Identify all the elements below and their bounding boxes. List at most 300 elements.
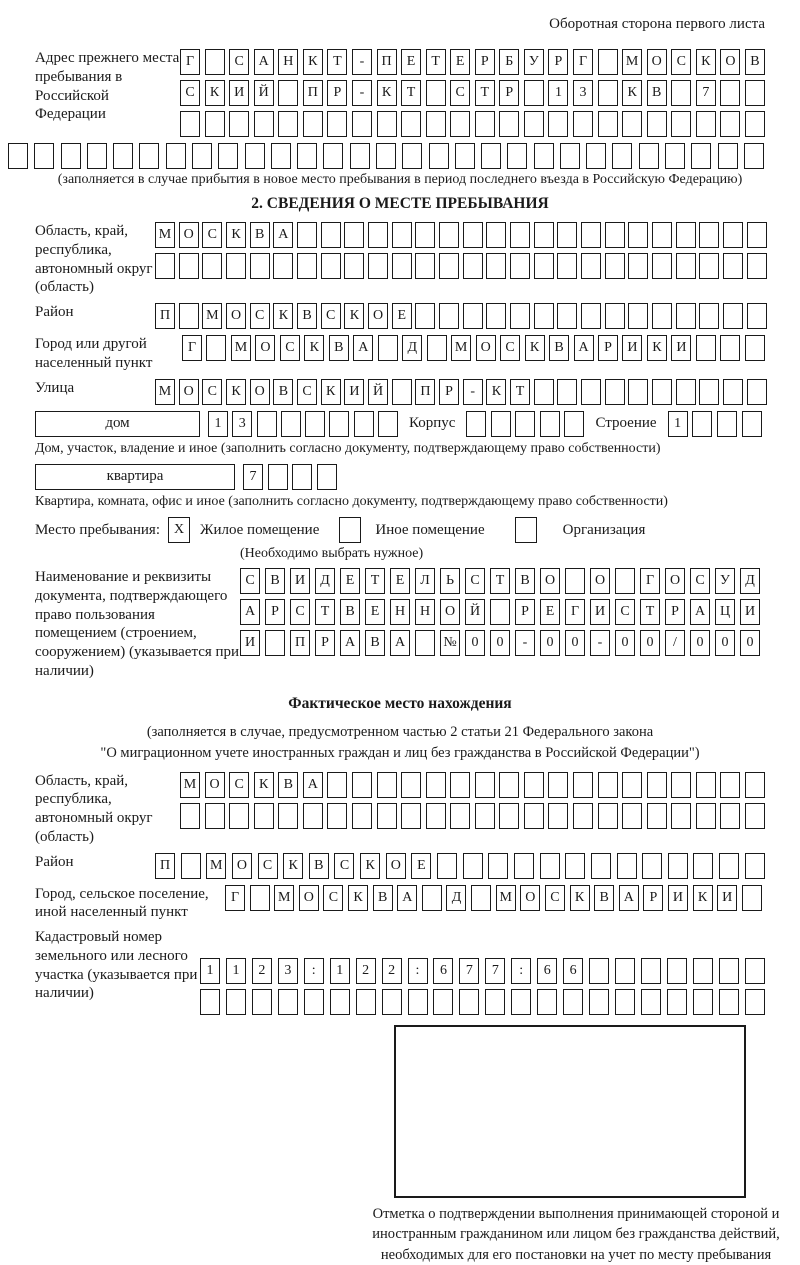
char-cell[interactable]: Л xyxy=(415,568,435,594)
char-cell[interactable]: Й xyxy=(465,599,485,625)
char-cell[interactable]: У xyxy=(715,568,735,594)
char-cell[interactable]: 3 xyxy=(232,411,252,437)
char-cell[interactable]: С xyxy=(334,853,354,879)
char-cell[interactable]: В xyxy=(373,885,393,911)
char-cell[interactable] xyxy=(742,411,762,437)
char-cell[interactable]: 7 xyxy=(459,958,479,984)
char-cell[interactable] xyxy=(510,253,530,279)
char-cell[interactable]: О xyxy=(386,853,406,879)
char-cell[interactable] xyxy=(352,803,372,829)
char-cell[interactable] xyxy=(671,111,691,137)
char-cell[interactable]: 0 xyxy=(465,630,485,656)
char-cell[interactable]: Ь xyxy=(440,568,460,594)
char-cell[interactable]: Е xyxy=(390,568,410,594)
char-cell[interactable]: М xyxy=(274,885,294,911)
char-cell[interactable] xyxy=(229,111,249,137)
char-cell[interactable]: А xyxy=(690,599,710,625)
char-cell[interactable] xyxy=(268,464,288,490)
char-cell[interactable]: - xyxy=(352,49,372,75)
char-cell[interactable]: О xyxy=(179,222,199,248)
char-cell[interactable]: 0 xyxy=(715,630,735,656)
char-cell[interactable] xyxy=(87,143,107,169)
char-cell[interactable]: Е xyxy=(411,853,431,879)
char-cell[interactable] xyxy=(615,989,635,1015)
char-cell[interactable] xyxy=(605,379,625,405)
char-cell[interactable]: Д xyxy=(402,335,422,361)
char-cell[interactable] xyxy=(377,111,397,137)
char-cell[interactable]: О xyxy=(205,772,225,798)
char-cell[interactable] xyxy=(392,379,412,405)
char-cell[interactable] xyxy=(622,772,642,798)
char-cell[interactable]: С xyxy=(229,49,249,75)
char-cell[interactable]: Р xyxy=(598,335,618,361)
char-cell[interactable] xyxy=(647,772,667,798)
char-cell[interactable] xyxy=(557,303,577,329)
char-cell[interactable] xyxy=(377,772,397,798)
char-cell[interactable] xyxy=(598,772,618,798)
char-cell[interactable]: С xyxy=(229,772,249,798)
char-cell[interactable] xyxy=(488,853,508,879)
char-cell[interactable] xyxy=(321,222,341,248)
char-cell[interactable]: Е xyxy=(365,599,385,625)
char-cell[interactable]: И xyxy=(590,599,610,625)
char-cell[interactable]: В xyxy=(309,853,329,879)
char-cell[interactable]: В xyxy=(594,885,614,911)
char-cell[interactable] xyxy=(581,253,601,279)
char-cell[interactable] xyxy=(747,222,767,248)
char-cell[interactable]: К xyxy=(693,885,713,911)
char-cell[interactable] xyxy=(297,143,317,169)
char-cell[interactable]: И xyxy=(622,335,642,361)
char-cell[interactable]: И xyxy=(717,885,737,911)
char-cell[interactable]: Т xyxy=(490,568,510,594)
char-cell[interactable]: Й xyxy=(368,379,388,405)
char-cell[interactable] xyxy=(254,803,274,829)
char-cell[interactable]: Т xyxy=(315,599,335,625)
char-cell[interactable]: 7 xyxy=(696,80,716,106)
char-cell[interactable] xyxy=(507,143,527,169)
char-cell[interactable]: А xyxy=(619,885,639,911)
char-cell[interactable] xyxy=(382,989,402,1015)
char-cell[interactable]: О xyxy=(665,568,685,594)
char-cell[interactable] xyxy=(557,253,577,279)
char-cell[interactable]: М xyxy=(496,885,516,911)
char-cell[interactable] xyxy=(676,253,696,279)
char-cell[interactable]: Р xyxy=(315,630,335,656)
char-cell[interactable]: И xyxy=(240,630,260,656)
char-cell[interactable] xyxy=(668,853,688,879)
char-cell[interactable] xyxy=(475,772,495,798)
char-cell[interactable] xyxy=(719,989,739,1015)
char-cell[interactable] xyxy=(273,253,293,279)
char-cell[interactable] xyxy=(622,803,642,829)
char-cell[interactable] xyxy=(617,853,637,879)
char-cell[interactable]: 2 xyxy=(356,958,376,984)
char-cell[interactable]: А xyxy=(254,49,274,75)
char-cell[interactable] xyxy=(433,989,453,1015)
char-cell[interactable] xyxy=(598,111,618,137)
char-cell[interactable] xyxy=(113,143,133,169)
char-cell[interactable] xyxy=(598,80,618,106)
char-cell[interactable] xyxy=(297,253,317,279)
char-cell[interactable]: С xyxy=(671,49,691,75)
char-cell[interactable] xyxy=(139,143,159,169)
char-cell[interactable] xyxy=(548,803,568,829)
char-cell[interactable]: А xyxy=(397,885,417,911)
char-cell[interactable]: О xyxy=(368,303,388,329)
char-cell[interactable] xyxy=(641,958,661,984)
char-cell[interactable] xyxy=(439,303,459,329)
char-cell[interactable] xyxy=(305,411,325,437)
char-cell[interactable]: С xyxy=(202,222,222,248)
char-cell[interactable]: С xyxy=(240,568,260,594)
char-cell[interactable]: А xyxy=(240,599,260,625)
char-cell[interactable] xyxy=(693,989,713,1015)
char-cell[interactable]: С xyxy=(202,379,222,405)
char-cell[interactable]: П xyxy=(415,379,435,405)
char-cell[interactable] xyxy=(437,853,457,879)
char-cell[interactable] xyxy=(401,111,421,137)
char-cell[interactable] xyxy=(628,303,648,329)
char-cell[interactable] xyxy=(540,411,560,437)
residential-checkbox[interactable]: X xyxy=(168,517,190,543)
char-cell[interactable] xyxy=(573,772,593,798)
char-cell[interactable] xyxy=(605,303,625,329)
char-cell[interactable] xyxy=(515,411,535,437)
char-cell[interactable]: К xyxy=(344,303,364,329)
char-cell[interactable] xyxy=(719,958,739,984)
char-cell[interactable] xyxy=(524,80,544,106)
char-cell[interactable] xyxy=(499,803,519,829)
char-cell[interactable]: В xyxy=(745,49,765,75)
char-cell[interactable] xyxy=(202,253,222,279)
char-cell[interactable]: О xyxy=(647,49,667,75)
char-cell[interactable] xyxy=(581,222,601,248)
char-cell[interactable]: Д xyxy=(446,885,466,911)
char-cell[interactable] xyxy=(352,111,372,137)
char-cell[interactable] xyxy=(534,379,554,405)
char-cell[interactable]: О xyxy=(590,568,610,594)
char-cell[interactable] xyxy=(463,853,483,879)
char-cell[interactable] xyxy=(534,222,554,248)
char-cell[interactable] xyxy=(676,303,696,329)
char-cell[interactable] xyxy=(297,222,317,248)
char-cell[interactable] xyxy=(439,222,459,248)
char-cell[interactable]: П xyxy=(303,80,323,106)
char-cell[interactable] xyxy=(392,253,412,279)
char-cell[interactable] xyxy=(352,772,372,798)
char-cell[interactable] xyxy=(524,111,544,137)
char-cell[interactable] xyxy=(303,803,323,829)
char-cell[interactable] xyxy=(745,853,765,879)
char-cell[interactable]: П xyxy=(155,303,175,329)
char-cell[interactable] xyxy=(485,989,505,1015)
char-cell[interactable]: - xyxy=(590,630,610,656)
char-cell[interactable] xyxy=(723,379,743,405)
char-cell[interactable] xyxy=(622,111,642,137)
char-cell[interactable]: Д xyxy=(740,568,760,594)
char-cell[interactable] xyxy=(548,111,568,137)
char-cell[interactable] xyxy=(564,411,584,437)
char-cell[interactable]: Г xyxy=(225,885,245,911)
char-cell[interactable] xyxy=(747,253,767,279)
char-cell[interactable] xyxy=(490,599,510,625)
char-cell[interactable] xyxy=(514,853,534,879)
char-cell[interactable]: С xyxy=(250,303,270,329)
char-cell[interactable]: Й xyxy=(254,80,274,106)
char-cell[interactable] xyxy=(598,49,618,75)
char-cell[interactable] xyxy=(671,772,691,798)
char-cell[interactable]: Р xyxy=(643,885,663,911)
char-cell[interactable] xyxy=(377,803,397,829)
char-cell[interactable]: 7 xyxy=(243,464,263,490)
char-cell[interactable]: Т xyxy=(401,80,421,106)
char-cell[interactable]: 2 xyxy=(252,958,272,984)
char-cell[interactable] xyxy=(486,253,506,279)
char-cell[interactable] xyxy=(720,803,740,829)
char-cell[interactable] xyxy=(581,303,601,329)
char-cell[interactable] xyxy=(491,411,511,437)
char-cell[interactable]: П xyxy=(377,49,397,75)
char-cell[interactable] xyxy=(699,379,719,405)
char-cell[interactable] xyxy=(652,222,672,248)
char-cell[interactable]: 6 xyxy=(563,958,583,984)
char-cell[interactable] xyxy=(720,80,740,106)
char-cell[interactable]: В xyxy=(515,568,535,594)
char-cell[interactable]: Р xyxy=(265,599,285,625)
char-cell[interactable] xyxy=(615,568,635,594)
char-cell[interactable] xyxy=(581,379,601,405)
char-cell[interactable] xyxy=(475,111,495,137)
char-cell[interactable]: С xyxy=(615,599,635,625)
char-cell[interactable]: К xyxy=(696,49,716,75)
char-cell[interactable] xyxy=(696,335,716,361)
char-cell[interactable]: С xyxy=(280,335,300,361)
char-cell[interactable] xyxy=(486,303,506,329)
char-cell[interactable] xyxy=(510,303,530,329)
char-cell[interactable] xyxy=(34,143,54,169)
char-cell[interactable] xyxy=(534,143,554,169)
char-cell[interactable] xyxy=(179,253,199,279)
char-cell[interactable] xyxy=(206,335,226,361)
char-cell[interactable]: В xyxy=(297,303,317,329)
char-cell[interactable]: 1 xyxy=(226,958,246,984)
char-cell[interactable] xyxy=(323,143,343,169)
char-cell[interactable] xyxy=(612,143,632,169)
char-cell[interactable]: К xyxy=(622,80,642,106)
char-cell[interactable]: С xyxy=(297,379,317,405)
char-cell[interactable]: С xyxy=(258,853,278,879)
char-cell[interactable] xyxy=(696,111,716,137)
apartment-type-box[interactable]: квартира xyxy=(35,464,235,490)
char-cell[interactable]: : xyxy=(304,958,324,984)
char-cell[interactable] xyxy=(392,222,412,248)
char-cell[interactable] xyxy=(524,772,544,798)
char-cell[interactable] xyxy=(205,49,225,75)
char-cell[interactable]: В xyxy=(250,222,270,248)
char-cell[interactable]: В xyxy=(278,772,298,798)
char-cell[interactable] xyxy=(61,143,81,169)
char-cell[interactable]: К xyxy=(304,335,324,361)
char-cell[interactable] xyxy=(744,143,764,169)
char-cell[interactable]: К xyxy=(486,379,506,405)
char-cell[interactable]: Т xyxy=(475,80,495,106)
char-cell[interactable]: С xyxy=(690,568,710,594)
char-cell[interactable]: - xyxy=(352,80,372,106)
char-cell[interactable]: П xyxy=(155,853,175,879)
char-cell[interactable] xyxy=(747,303,767,329)
char-cell[interactable] xyxy=(499,111,519,137)
char-cell[interactable] xyxy=(628,222,648,248)
char-cell[interactable] xyxy=(317,464,337,490)
char-cell[interactable] xyxy=(699,222,719,248)
char-cell[interactable] xyxy=(8,143,28,169)
char-cell[interactable]: Ц xyxy=(715,599,735,625)
char-cell[interactable]: Р xyxy=(548,49,568,75)
char-cell[interactable] xyxy=(534,253,554,279)
char-cell[interactable] xyxy=(605,222,625,248)
char-cell[interactable] xyxy=(250,253,270,279)
char-cell[interactable]: О xyxy=(299,885,319,911)
char-cell[interactable]: Е xyxy=(540,599,560,625)
char-cell[interactable] xyxy=(745,335,765,361)
char-cell[interactable] xyxy=(257,411,277,437)
char-cell[interactable]: И xyxy=(668,885,688,911)
char-cell[interactable] xyxy=(745,958,765,984)
char-cell[interactable]: Т xyxy=(510,379,530,405)
char-cell[interactable]: М xyxy=(155,222,175,248)
char-cell[interactable] xyxy=(693,958,713,984)
char-cell[interactable] xyxy=(254,111,274,137)
char-cell[interactable] xyxy=(439,253,459,279)
char-cell[interactable]: / xyxy=(665,630,685,656)
char-cell[interactable]: Г xyxy=(573,49,593,75)
char-cell[interactable] xyxy=(450,803,470,829)
char-cell[interactable] xyxy=(471,885,491,911)
char-cell[interactable] xyxy=(745,989,765,1015)
char-cell[interactable]: К xyxy=(570,885,590,911)
char-cell[interactable]: К xyxy=(525,335,545,361)
char-cell[interactable] xyxy=(565,853,585,879)
char-cell[interactable]: Р xyxy=(665,599,685,625)
char-cell[interactable] xyxy=(481,143,501,169)
char-cell[interactable] xyxy=(327,803,347,829)
char-cell[interactable]: К xyxy=(226,222,246,248)
char-cell[interactable]: 0 xyxy=(490,630,510,656)
char-cell[interactable]: А xyxy=(353,335,373,361)
char-cell[interactable]: В xyxy=(329,335,349,361)
char-cell[interactable] xyxy=(676,379,696,405)
char-cell[interactable] xyxy=(427,335,447,361)
char-cell[interactable] xyxy=(376,143,396,169)
char-cell[interactable] xyxy=(271,143,291,169)
char-cell[interactable] xyxy=(718,143,738,169)
char-cell[interactable] xyxy=(466,411,486,437)
char-cell[interactable] xyxy=(720,772,740,798)
char-cell[interactable] xyxy=(696,803,716,829)
char-cell[interactable]: И xyxy=(229,80,249,106)
char-cell[interactable]: 6 xyxy=(537,958,557,984)
char-cell[interactable]: Д xyxy=(315,568,335,594)
char-cell[interactable]: О xyxy=(476,335,496,361)
char-cell[interactable] xyxy=(321,253,341,279)
char-cell[interactable] xyxy=(401,772,421,798)
organization-checkbox[interactable] xyxy=(515,517,537,543)
char-cell[interactable] xyxy=(278,111,298,137)
char-cell[interactable]: С xyxy=(465,568,485,594)
char-cell[interactable] xyxy=(205,111,225,137)
char-cell[interactable]: М xyxy=(622,49,642,75)
char-cell[interactable]: В xyxy=(549,335,569,361)
char-cell[interactable] xyxy=(415,222,435,248)
char-cell[interactable]: Г xyxy=(180,49,200,75)
char-cell[interactable]: М xyxy=(155,379,175,405)
char-cell[interactable] xyxy=(180,803,200,829)
char-cell[interactable] xyxy=(573,111,593,137)
char-cell[interactable] xyxy=(402,143,422,169)
char-cell[interactable]: Г xyxy=(640,568,660,594)
char-cell[interactable] xyxy=(200,989,220,1015)
char-cell[interactable] xyxy=(699,303,719,329)
char-cell[interactable] xyxy=(691,143,711,169)
char-cell[interactable]: Б xyxy=(499,49,519,75)
char-cell[interactable]: С xyxy=(450,80,470,106)
char-cell[interactable] xyxy=(250,885,270,911)
char-cell[interactable] xyxy=(573,803,593,829)
char-cell[interactable]: О xyxy=(720,49,740,75)
char-cell[interactable]: 0 xyxy=(740,630,760,656)
char-cell[interactable] xyxy=(330,989,350,1015)
char-cell[interactable] xyxy=(281,411,301,437)
char-cell[interactable]: А xyxy=(273,222,293,248)
char-cell[interactable] xyxy=(652,379,672,405)
char-cell[interactable]: 0 xyxy=(540,630,560,656)
char-cell[interactable]: В xyxy=(273,379,293,405)
char-cell[interactable] xyxy=(415,630,435,656)
char-cell[interactable] xyxy=(356,989,376,1015)
char-cell[interactable] xyxy=(368,222,388,248)
char-cell[interactable]: Н xyxy=(415,599,435,625)
char-cell[interactable]: М xyxy=(451,335,471,361)
char-cell[interactable] xyxy=(692,411,712,437)
char-cell[interactable]: А xyxy=(340,630,360,656)
char-cell[interactable]: К xyxy=(348,885,368,911)
char-cell[interactable]: К xyxy=(377,80,397,106)
char-cell[interactable] xyxy=(459,989,479,1015)
char-cell[interactable] xyxy=(368,253,388,279)
char-cell[interactable]: И xyxy=(344,379,364,405)
char-cell[interactable]: Е xyxy=(401,49,421,75)
char-cell[interactable]: К xyxy=(273,303,293,329)
char-cell[interactable] xyxy=(205,803,225,829)
char-cell[interactable]: И xyxy=(740,599,760,625)
char-cell[interactable] xyxy=(499,772,519,798)
char-cell[interactable] xyxy=(378,411,398,437)
char-cell[interactable] xyxy=(486,222,506,248)
char-cell[interactable]: С xyxy=(321,303,341,329)
char-cell[interactable]: О xyxy=(250,379,270,405)
char-cell[interactable] xyxy=(745,80,765,106)
char-cell[interactable]: К xyxy=(321,379,341,405)
char-cell[interactable]: 1 xyxy=(200,958,220,984)
char-cell[interactable]: О xyxy=(255,335,275,361)
char-cell[interactable] xyxy=(565,568,585,594)
char-cell[interactable] xyxy=(426,803,446,829)
char-cell[interactable] xyxy=(475,803,495,829)
char-cell[interactable] xyxy=(245,143,265,169)
char-cell[interactable] xyxy=(278,989,298,1015)
char-cell[interactable] xyxy=(671,803,691,829)
